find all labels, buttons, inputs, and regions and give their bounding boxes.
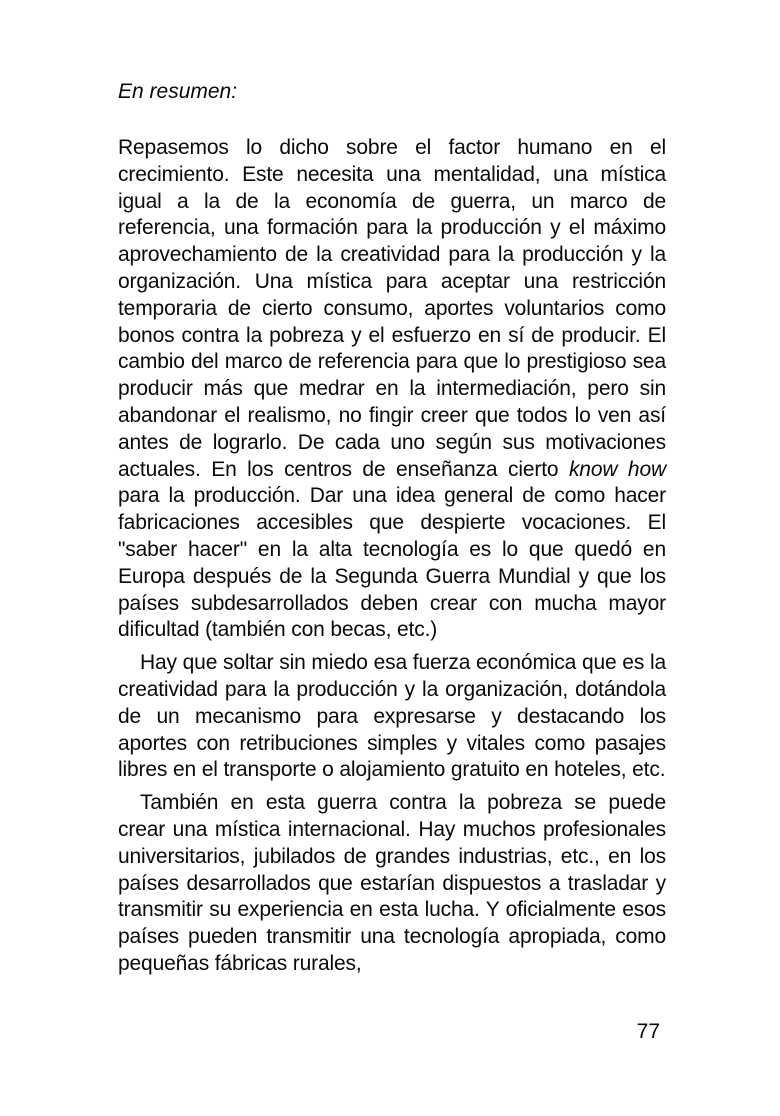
page-number: 77 [636, 1020, 660, 1043]
paragraph-1-italic-term: know how [568, 457, 666, 481]
paragraph-1-text-b: para la producción. Dar una idea general de como hacer fabricaciones accesibles que despierte vocaciones. El "saber hacer" en la alta tecnología es lo que quedó en Europa después de la Segunda Guerra Mundial y que los países subdesarrollados deben crear con mucha mayor dificultad (también con becas, etc.) [118, 484, 666, 642]
paragraph-2: Hay que soltar sin miedo esa fuerza económica que es la creatividad para la producción y la organización, dotándola de un mecanismo para expresarse y destacando los aportes con retribuciones simples y vitales como pasajes libres en el transporte o alojamiento gratuito en hoteles, etc. [118, 651, 666, 782]
page-body [118, 78, 666, 984]
section-heading: En resumen: [118, 80, 238, 103]
paragraph-3: También en esta guerra contra la pobreza se puede crear una mística internacional. Hay muchos profesionales universitarios, jubilados de grandes industrias, etc., en los países desarrollados que estarían dispuestos a trasladar y transmitir su experiencia en esta lucha. Y oficialmente esos países pueden transmitir una tecnología apropiada, como pequeñas fábricas rurales, [118, 791, 666, 975]
paragraph-1 [118, 135, 666, 644]
paragraph-1-text-a: Repasemos lo dicho sobre el factor humano en el crecimiento. Este necesita una mentalidad, una mística igual a la de la economía de guerra, un marco de referencia, una formación para la producción y el máximo aprovechamiento de la creatividad para la producción y la organización. Una mística para aceptar una restricción temporaria de cierto consumo, aportes voluntarios como bonos contra la pobreza y el esfuerzo en sí de producir. El cambio del marco de referencia para que lo prestigioso sea producir más que medrar en la intermediación, pero sin abandonar el realismo, no fingir creer que todos lo ven así antes de lograrlo. De cada uno según sus motivaciones actuales. En los centros de enseñanza cierto [118, 136, 666, 481]
